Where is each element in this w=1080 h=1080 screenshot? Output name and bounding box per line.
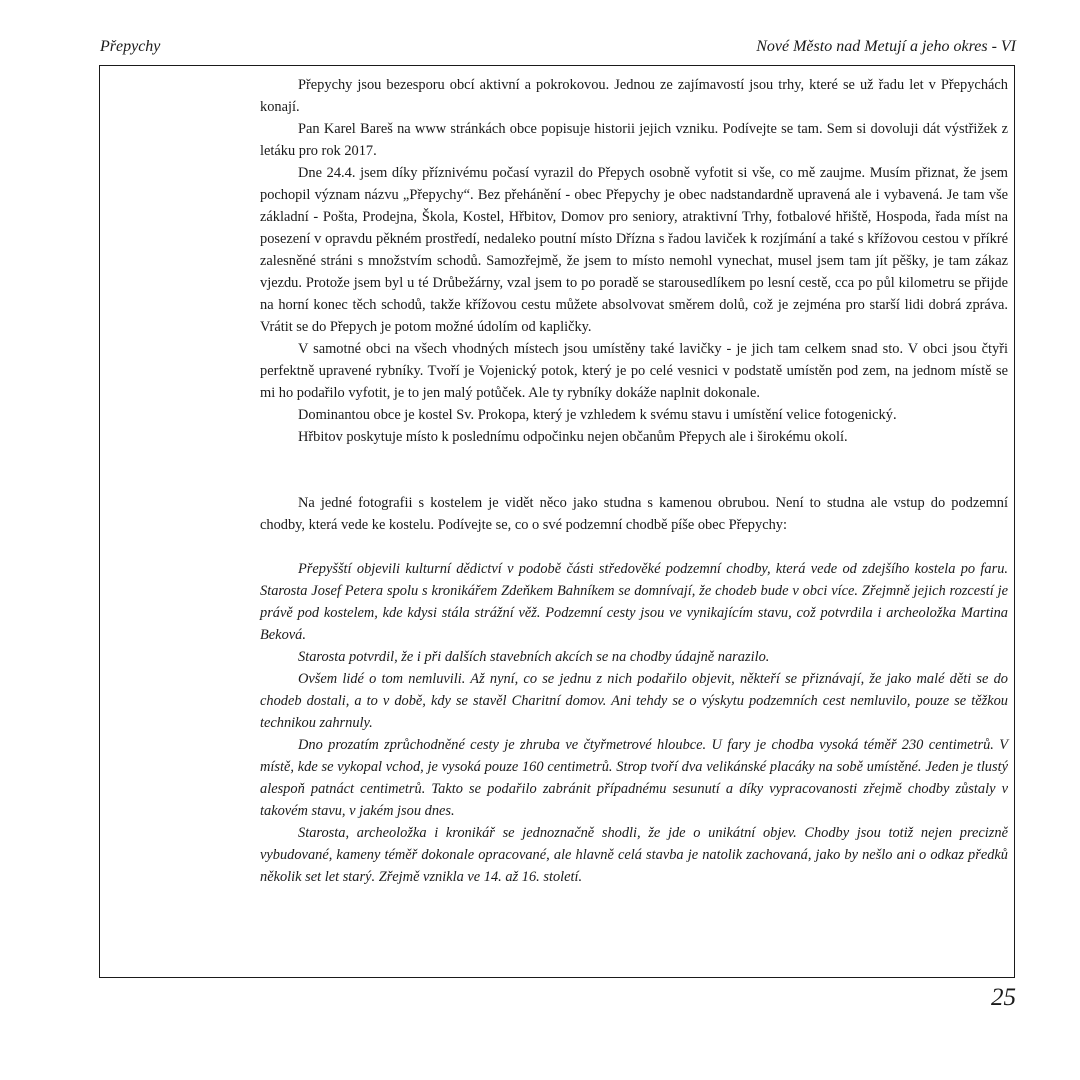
paragraph-markets: Přepychy jsou bezesporu obcí aktivní a pokrokovou. Jednou ze zajímavostí jsou trhy, které se už řadu let v Přepychách konají. bbox=[260, 77, 1008, 115]
quote-paragraph-people: Ovšem lidé o tom nemluvili. Až nyní, co se jednu z nich podařilo objevit, někteří se přiznávají, že jako malé děti se do chodeb dostali, a to v době, kdy se stavěl Charitní domov. Ani tehdy se o výskytu podzemních cest nemluvilo, pouze se těžkou technikou zahrnuly. bbox=[260, 671, 1008, 731]
quote-paragraph-discovery: Přepyšští objevili kulturní dědictví v podobě části středověké podzemní chodby, která vede od zdejšího kostela po faru. Starosta Josef Petera spolu s kronikářem Zdeňkem Bahníkem se domnívají, že chodeb bude v obci více. Zřejmně jejich rozcestí je právě pod kostelem, kde kdysi stála strážní věž. Podzemní cesty jsou ve vynikajícím stavu, což potvrdila i archeoložka Martina Beková. bbox=[260, 561, 1008, 643]
paragraph-visit: Dne 24.4. jsem díky příznivému počasí vyrazil do Přepych osobně vyfotit si vše, co mě zaujme. Musím přiznat, že jsem pochopil význam názvu „Přepychy“. Bez přehánění - obec Přepychy je obec nadstandardně upravená ale i vybavená. Je tam vše základní - Pošta, Prodejna, Škola, Kostel, Hřbitov, Domov pro seniory, atraktivní Trhy, fotbalové hřiště, Hospoda, řada míst na posezení v opravdu pěkném prostředí, nedaleko poutní místo Dřízna s řadou laviček k rozjímání a také s křížovou cestou v příkré zalesněné stráni s množstvím schodů. Samozřejmě, že jsem to místo nemohl vynechat, musel jsem tam jít pěšky, je tam zákaz vjezdu. Protože jsem byl u té Drůbežárny, vzal jsem to po poradě se starousedlíkem po lesní cestě, cca po půl kilometru se přijde na horní konec těch schodů, takže křížovou cestu můžete absolvovat směrem dolů, což je zejména pro starší lidi dobrá zpráva. Vrátit se do Přepych je potom možné údolím od kapličky. bbox=[260, 165, 1008, 335]
page-number: 25 bbox=[991, 984, 1016, 1011]
quote-paragraph-depth: Dno prozatím zprůchodněné cesty je zhruba ve čtyřmetrové hloubce. U fary je chodba vysoká téměř 230 centimetrů. V místě, kde se vykopal vchod, je vysoká pouze 160 centimetrů. Strop tvoří dva velikánské placáky na sobě umístěné. Jeden je tlustý alespoň patnáct centimetrů. Takto se podařilo zabránit případnému sesunutí a díky vypracovanosti zřejmě chodby zůstaly v takovém stavu, v jakém jsou dnes. bbox=[260, 737, 1008, 819]
article-body bbox=[260, 74, 1008, 888]
running-header-book-title: Nové Město nad Metují a jeho okres - VI bbox=[756, 38, 1016, 55]
paragraph-church: Dominantou obce je kostel Sv. Prokopa, který je vzhledem k svému stavu i umístění velice fotogenický. bbox=[298, 407, 897, 423]
running-header-title: Přepychy bbox=[100, 38, 161, 55]
paragraph-cemetery: Hřbitov poskytuje místo k poslednímu odpočinku nejen občanům Přepych ale i širokému okolí. bbox=[298, 429, 848, 445]
quote-paragraph-unique: Starosta, archeoložka i kronikář se jednoznačně shodli, že jde o unikátní objev. Chodby jsou totiž nejen precizně vybudované, kameny téměř dokonale opracované, ale hlavně celá stavba je natolik zachovaná, jako by nešlo ani o odkaz předků několik set let starý. Zřejmě vznikla ve 14. až 16. století. bbox=[260, 825, 1008, 885]
paragraph-benches-ponds: V samotné obci na všech vhodných místech jsou umístěny také lavičky - je jich tam celkem snad sto. V obci jsou čtyři perfektně upravené rybníky. Tvoří je Vojenický potok, který je po celé vesnici v podstatě umístěn pod zem, na jednom místě se mi ho podařilo vyfotit, je to jen malý potůček. Ale ty rybníky dokáže naplnit dokonale. bbox=[260, 341, 1008, 401]
quoted-article bbox=[260, 558, 1008, 888]
paragraph-well-intro: Na jedné fotografii s kostelem je vidět něco jako studna s kamenou obrubou. Není to studna ale vstup do podzemní chodby, která vede ke kostelu. Podívejte se, co o své podzemní chodbě píše obec Přepychy: bbox=[260, 495, 1008, 533]
paragraph-leaflet: Pan Karel Bareš na www stránkách obce popisuje historii jejich vzniku. Podívejte se tam. Sem si dovoluji dát výstřižek z letáku pro rok 2017. bbox=[260, 121, 1008, 159]
quote-paragraph-mayor: Starosta potvrdil, že i při dalších stavebních akcích se na chodby údajně narazilo. bbox=[298, 649, 770, 665]
